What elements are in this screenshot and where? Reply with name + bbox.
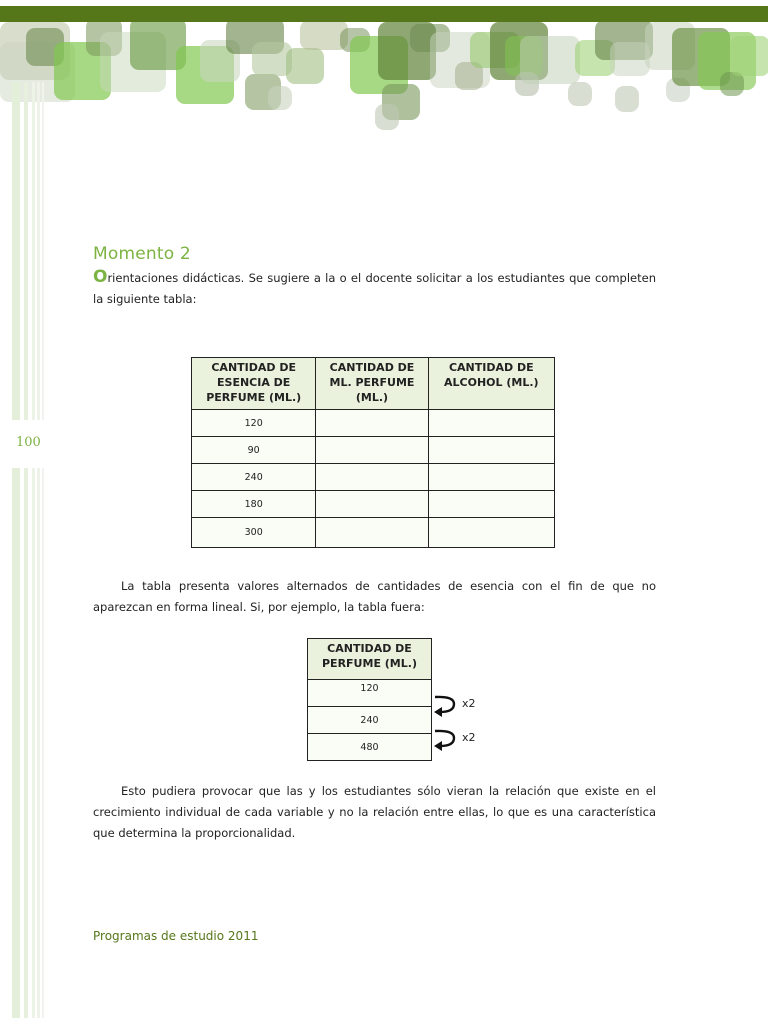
drop-letter: O (93, 267, 108, 287)
table-row (192, 518, 555, 548)
table-row (192, 437, 555, 464)
intro-paragraph (93, 267, 656, 310)
table-row (192, 410, 555, 437)
perfume-cell[interactable] (316, 410, 428, 437)
margin-stripes-bottom (0, 468, 48, 1018)
intro-text: rientaciones didácticas. Se sugiere a la o el docente solicitar a los estudiantes que completen la siguiente tabla: (93, 271, 656, 306)
alcohol-cell[interactable] (428, 518, 554, 548)
curved-arrow-icon (432, 727, 462, 751)
table-row (308, 734, 432, 761)
table-row (308, 707, 432, 734)
perfume-cell: 480 (308, 734, 432, 761)
alcohol-cell[interactable] (428, 410, 554, 437)
footer-text: Programas de estudio 2011 (93, 929, 259, 943)
header-bar (0, 6, 768, 22)
essence-cell: 240 (192, 464, 316, 491)
perfume-cell[interactable] (316, 518, 428, 548)
alcohol-cell[interactable] (428, 437, 554, 464)
paragraph-2: La tabla presenta valores alternados de cantidades de esencia con el fin de que no aparezcan en forma lineal. Si, por ejemplo, la tabla fuera: (93, 579, 656, 614)
alcohol-cell[interactable] (428, 464, 554, 491)
header-perfume: CANTIDAD DE ML. PERFUME (ML.) (316, 358, 428, 410)
header-alcohol: CANTIDAD DE ALCOHOL (ML.) (428, 358, 554, 410)
page-number: 100 (16, 435, 41, 450)
header-perfume-example: CANTIDAD DE PERFUME (ML.) (308, 639, 432, 680)
perfume-cell[interactable] (316, 437, 428, 464)
essence-cell: 180 (192, 491, 316, 518)
essence-cell: 90 (192, 437, 316, 464)
essence-cell: 300 (192, 518, 316, 548)
header-decoration (0, 22, 768, 130)
header-essence: CANTIDAD DE ESENCIA DE PERFUME (ML.) (192, 358, 316, 410)
table-row (308, 680, 432, 707)
section-title: Momento 2 (93, 244, 191, 264)
multiplier-label: x2 (462, 731, 476, 744)
table-row (192, 491, 555, 518)
perfume-cell[interactable] (316, 491, 428, 518)
essence-cell: 120 (192, 410, 316, 437)
alcohol-cell[interactable] (428, 491, 554, 518)
table-row (192, 464, 555, 491)
perfume-cell: 240 (308, 707, 432, 734)
perfume-example-table (307, 638, 432, 761)
essence-table (191, 357, 555, 548)
multiplier-label: x2 (462, 697, 476, 710)
paragraph-3: Esto pudiera provocar que las y los estudiantes sólo vieran la relación que existe en el crecimiento individual de cada variable y no la relación entre ellas, lo que es una característica que determina la proporcionalidad. (93, 784, 656, 840)
perfume-cell: 120 (308, 680, 432, 707)
margin-stripes-top (0, 82, 48, 420)
perfume-cell[interactable] (316, 464, 428, 491)
curved-arrow-icon (432, 693, 462, 717)
